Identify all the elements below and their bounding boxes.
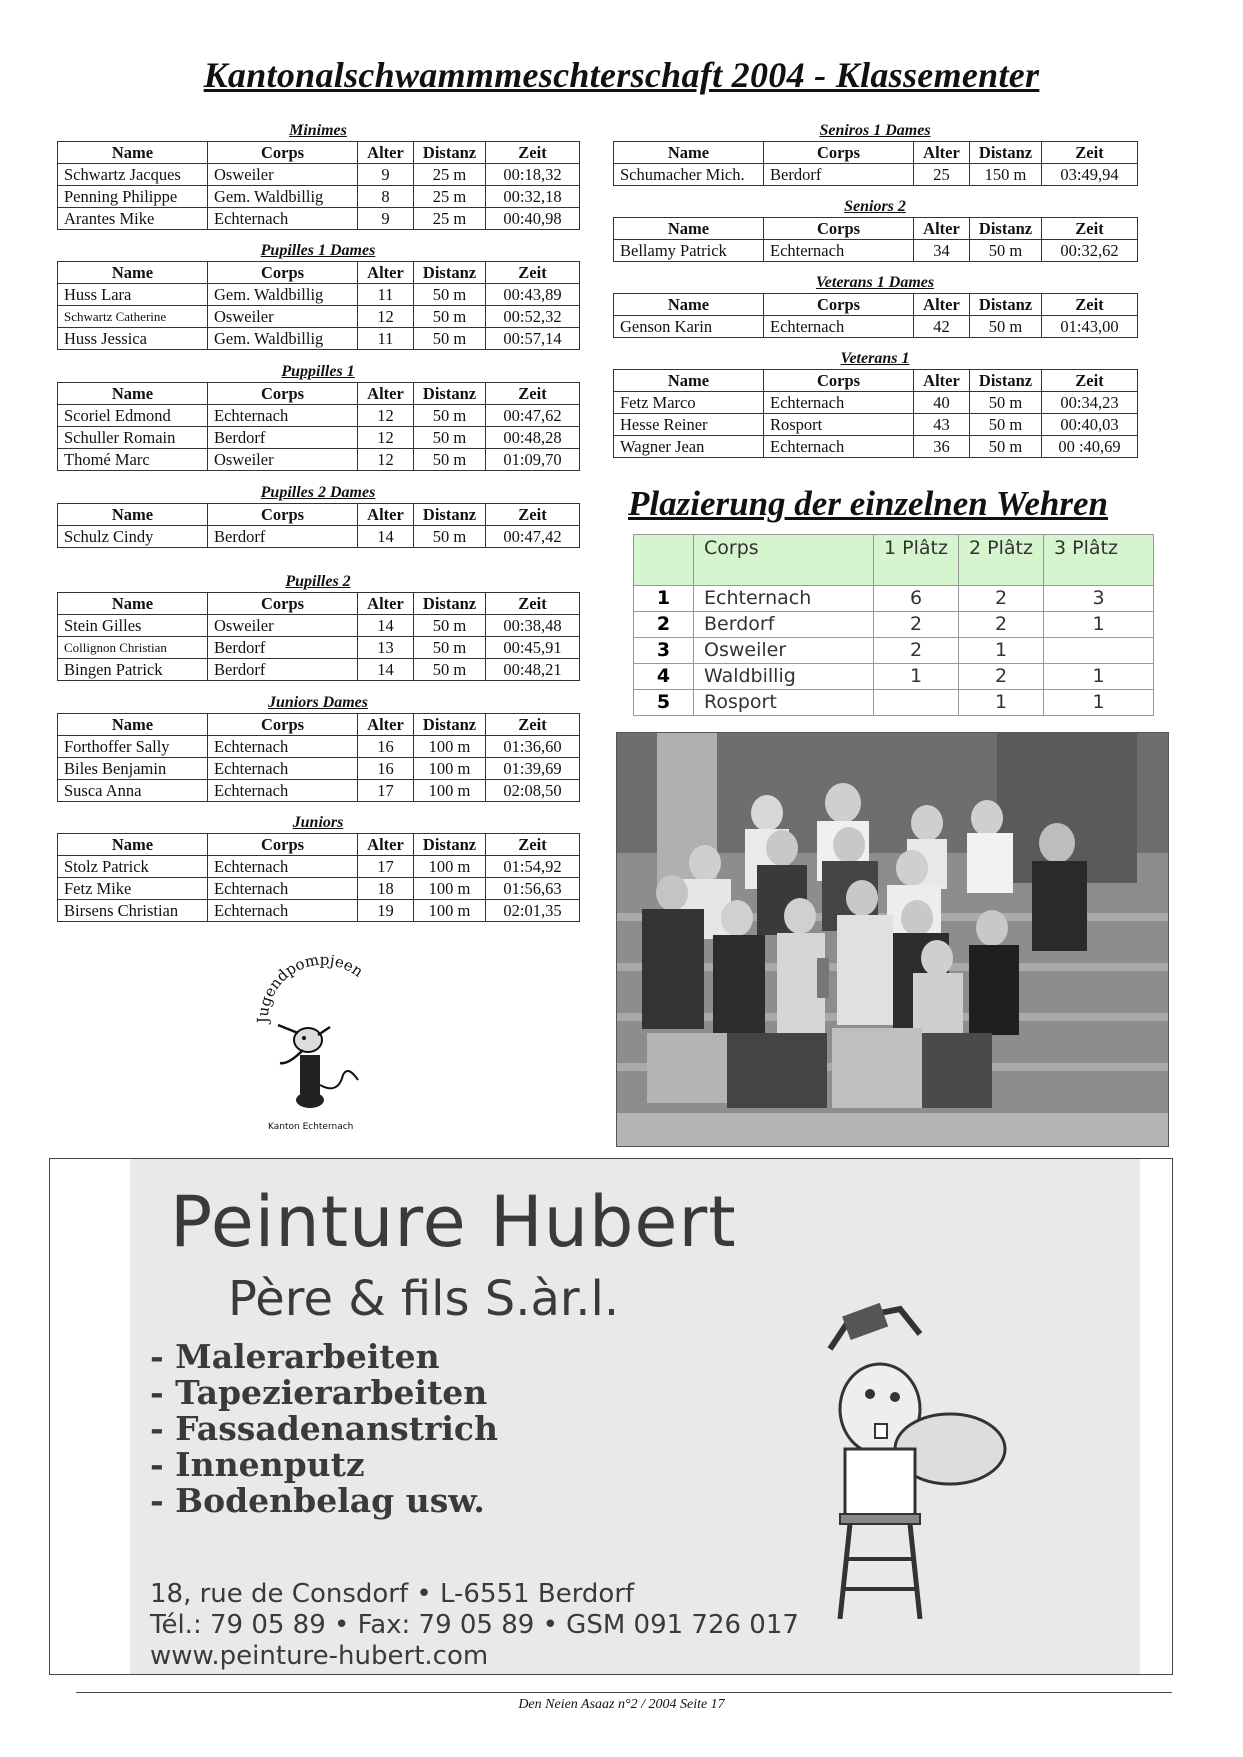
time-cell: 00:40,03 <box>1042 414 1138 436</box>
placement-table <box>633 534 1154 716</box>
column-header-corps: Corps <box>764 294 914 316</box>
results-table <box>57 141 580 230</box>
age-cell: 8 <box>358 186 414 208</box>
rank-cell: 4 <box>634 664 694 690</box>
age-cell: 12 <box>358 449 414 471</box>
column-header-zeit: Zeit <box>486 834 580 856</box>
distance-cell: 150 m <box>970 164 1042 186</box>
table-row <box>614 392 1138 414</box>
age-cell: 17 <box>358 856 414 878</box>
athlete-name: Scoriel Edmond <box>58 405 208 427</box>
athlete-name: Schumacher Mich. <box>614 164 764 186</box>
athlete-name: Huss Lara <box>58 284 208 306</box>
second-places-cell: 1 <box>959 690 1044 716</box>
table-row <box>58 900 580 922</box>
placement-title: Plazierung der einzelnen Wehren <box>628 484 1109 523</box>
first-places-cell <box>874 690 959 716</box>
page-footer: Den Neien Asaaz n°2 / 2004 Seite 17 <box>518 1697 725 1712</box>
third-places-cell: 1 <box>1044 612 1154 638</box>
results-table <box>613 293 1138 338</box>
time-cell: 03:49,94 <box>1042 164 1138 186</box>
distance-cell: 50 m <box>970 240 1042 262</box>
second-places-cell: 2 <box>959 612 1044 638</box>
distance-cell: 50 m <box>414 328 486 350</box>
corps-cell: Berdorf <box>764 164 914 186</box>
ad-address: 18, rue de Consdorf • L-6551 Berdorf <box>150 1579 635 1609</box>
rank-cell: 3 <box>634 638 694 664</box>
distance-cell: 100 m <box>414 780 486 802</box>
placement-row <box>634 664 1154 690</box>
time-cell: 01:56,63 <box>486 878 580 900</box>
table-row <box>58 284 580 306</box>
time-cell: 00:47,42 <box>486 526 580 548</box>
athlete-name: Biles Benjamin <box>58 758 208 780</box>
column-header-name: Name <box>614 218 764 240</box>
athlete-name: Fetz Marco <box>614 392 764 414</box>
third-places-cell: 1 <box>1044 690 1154 716</box>
column-header-alter: Alter <box>358 262 414 284</box>
ad-services-list <box>150 1339 498 1519</box>
column-header-zeit: Zeit <box>486 504 580 526</box>
athlete-name: Hesse Reiner <box>614 414 764 436</box>
column-header-alter: Alter <box>358 504 414 526</box>
table-row <box>614 240 1138 262</box>
column-header-distanz: Distanz <box>414 714 486 736</box>
corps-cell: Echternach <box>208 758 358 780</box>
distance-cell: 25 m <box>414 208 486 230</box>
table-row <box>58 405 580 427</box>
ad-contact <box>150 1579 799 1672</box>
distance-cell: 50 m <box>414 284 486 306</box>
table-row <box>58 615 580 637</box>
ad-service-item: - Innenputz <box>150 1445 365 1484</box>
column-header-zeit: Zeit <box>486 142 580 164</box>
time-cell: 00:48,21 <box>486 659 580 681</box>
group-photo <box>616 732 1169 1147</box>
athlete-name: Schuller Romain <box>58 427 208 449</box>
corps-cell: Berdorf <box>208 427 358 449</box>
results-table <box>613 217 1138 262</box>
corps-cell: Echternach <box>208 780 358 802</box>
corps-cell: Echternach <box>764 240 914 262</box>
time-cell: 02:08,50 <box>486 780 580 802</box>
column-header-name: Name <box>58 593 208 615</box>
category-title: Seniros 1 Dames <box>819 122 931 139</box>
athlete-name: Thomé Marc <box>58 449 208 471</box>
corps-cell: Osweiler <box>208 164 358 186</box>
column-header-distanz: Distanz <box>414 504 486 526</box>
corps-cell: Berdorf <box>208 659 358 681</box>
athlete-name: Bingen Patrick <box>58 659 208 681</box>
column-header-distanz: Distanz <box>970 142 1042 164</box>
results-table <box>57 713 580 802</box>
results-table <box>613 369 1138 458</box>
column-header-name: Name <box>58 504 208 526</box>
corps-cell: Berdorf <box>208 637 358 659</box>
page-title: Kantonalschwammmeschterschaft 2004 - Klassementer <box>203 55 1040 95</box>
placement-header <box>634 535 694 586</box>
corps-cell: Echternach <box>208 208 358 230</box>
table-row <box>58 427 580 449</box>
corps-cell: Osweiler <box>208 306 358 328</box>
time-cell: 00:34,23 <box>1042 392 1138 414</box>
column-header-distanz: Distanz <box>970 294 1042 316</box>
painter-beaver-illustration <box>750 1289 1050 1619</box>
column-header-corps: Corps <box>208 142 358 164</box>
time-cell: 00:47,62 <box>486 405 580 427</box>
time-cell: 00:32,18 <box>486 186 580 208</box>
first-places-cell: 1 <box>874 664 959 690</box>
time-cell: 01:39,69 <box>486 758 580 780</box>
corps-cell: Berdorf <box>694 612 874 638</box>
rank-cell: 5 <box>634 690 694 716</box>
placement-row <box>634 612 1154 638</box>
corps-cell: Echternach <box>208 856 358 878</box>
table-row <box>58 208 580 230</box>
age-cell: 18 <box>358 878 414 900</box>
placement-row <box>634 690 1154 716</box>
time-cell: 00:45,91 <box>486 637 580 659</box>
column-header-corps: Corps <box>764 370 914 392</box>
column-header-alter: Alter <box>358 593 414 615</box>
footer-rule <box>76 1692 1172 1693</box>
time-cell: 00:40,98 <box>486 208 580 230</box>
column-header-alter: Alter <box>358 383 414 405</box>
time-cell: 01:36,60 <box>486 736 580 758</box>
category-title: Veterans 1 <box>840 350 910 367</box>
column-header-name: Name <box>58 714 208 736</box>
table-row <box>58 659 580 681</box>
age-cell: 14 <box>358 659 414 681</box>
age-cell: 40 <box>914 392 970 414</box>
corps-cell: Echternach <box>764 392 914 414</box>
results-table <box>613 141 1138 186</box>
placement-header: Corps <box>694 535 874 586</box>
ad-website: www.peinture-hubert.com <box>150 1641 489 1671</box>
ad-subtitle: Père & fils S.àr.l. <box>228 1271 620 1327</box>
corps-cell: Waldbillig <box>694 664 874 690</box>
table-row <box>58 449 580 471</box>
athlete-name: Arantes Mike <box>58 208 208 230</box>
category-title: Juniors Dames <box>267 694 369 711</box>
athlete-name: Bellamy Patrick <box>614 240 764 262</box>
jugendpompjeen-logo-drawing <box>238 955 398 1135</box>
time-cell: 00:32,62 <box>1042 240 1138 262</box>
column-header-zeit: Zeit <box>486 593 580 615</box>
distance-cell: 25 m <box>414 164 486 186</box>
ad-phone: Tél.: 79 05 89 • Fax: 79 05 89 • GSM 091 726 017 <box>150 1610 799 1640</box>
third-places-cell: 1 <box>1044 664 1154 690</box>
rank-cell: 1 <box>634 586 694 612</box>
distance-cell: 100 m <box>414 856 486 878</box>
column-header-alter: Alter <box>914 294 970 316</box>
category-title: Pupilles 1 Dames <box>260 242 376 259</box>
time-cell: 01:09,70 <box>486 449 580 471</box>
column-header-distanz: Distanz <box>414 834 486 856</box>
ad-company-name: Peinture Hubert <box>170 1181 737 1263</box>
age-cell: 16 <box>358 758 414 780</box>
first-places-cell: 6 <box>874 586 959 612</box>
time-cell: 00:48,28 <box>486 427 580 449</box>
group-photo-image <box>617 733 1168 1146</box>
athlete-name: Susca Anna <box>58 780 208 802</box>
column-header-distanz: Distanz <box>414 142 486 164</box>
placement-header: 1 Plâtz <box>874 535 959 586</box>
athlete-name: Huss Jessica <box>58 328 208 350</box>
table-row <box>58 780 580 802</box>
category-title: Pupilles 2 Dames <box>260 484 376 501</box>
age-cell: 34 <box>914 240 970 262</box>
column-header-distanz: Distanz <box>414 593 486 615</box>
corps-cell: Echternach <box>208 878 358 900</box>
ad-service-item: - Malerarbeiten <box>150 1337 440 1376</box>
table-row <box>58 878 580 900</box>
age-cell: 14 <box>358 526 414 548</box>
distance-cell: 100 m <box>414 736 486 758</box>
age-cell: 14 <box>358 615 414 637</box>
table-row <box>58 758 580 780</box>
age-cell: 17 <box>358 780 414 802</box>
age-cell: 43 <box>914 414 970 436</box>
rank-cell: 2 <box>634 612 694 638</box>
second-places-cell: 2 <box>959 664 1044 690</box>
placement-header: 3 Plâtz <box>1044 535 1154 586</box>
second-places-cell: 2 <box>959 586 1044 612</box>
corps-cell: Rosport <box>694 690 874 716</box>
corps-cell: Echternach <box>764 316 914 338</box>
column-header-name: Name <box>58 142 208 164</box>
age-cell: 19 <box>358 900 414 922</box>
distance-cell: 100 m <box>414 900 486 922</box>
distance-cell: 50 m <box>414 659 486 681</box>
column-header-distanz: Distanz <box>970 370 1042 392</box>
column-header-zeit: Zeit <box>1042 370 1138 392</box>
results-table <box>57 592 580 681</box>
table-row <box>58 164 580 186</box>
age-cell: 11 <box>358 284 414 306</box>
distance-cell: 50 m <box>414 427 486 449</box>
distance-cell: 50 m <box>414 306 486 328</box>
category-title: Pupilles 2 <box>285 573 351 590</box>
time-cell: 00:18,32 <box>486 164 580 186</box>
age-cell: 25 <box>914 164 970 186</box>
corps-cell: Osweiler <box>694 638 874 664</box>
column-header-zeit: Zeit <box>486 714 580 736</box>
time-cell: 00:38,48 <box>486 615 580 637</box>
age-cell: 16 <box>358 736 414 758</box>
age-cell: 11 <box>358 328 414 350</box>
corps-cell: Rosport <box>764 414 914 436</box>
corps-cell: Gem. Waldbillig <box>208 328 358 350</box>
time-cell: 00:52,32 <box>486 306 580 328</box>
corps-cell: Berdorf <box>208 526 358 548</box>
corps-cell: Echternach <box>208 405 358 427</box>
column-header-distanz: Distanz <box>970 218 1042 240</box>
age-cell: 12 <box>358 306 414 328</box>
table-row <box>58 328 580 350</box>
time-cell: 01:43,00 <box>1042 316 1138 338</box>
table-row <box>614 414 1138 436</box>
table-row <box>58 637 580 659</box>
column-header-zeit: Zeit <box>1042 294 1138 316</box>
corps-cell: Osweiler <box>208 615 358 637</box>
ad-service-item: - Fassadenanstrich <box>150 1409 498 1448</box>
column-header-corps: Corps <box>208 593 358 615</box>
athlete-name: Genson Karin <box>614 316 764 338</box>
jugendpompjeen-logo <box>238 955 398 1135</box>
column-header-alter: Alter <box>358 714 414 736</box>
time-cell: 00:57,14 <box>486 328 580 350</box>
time-cell: 00:43,89 <box>486 284 580 306</box>
time-cell: 01:54,92 <box>486 856 580 878</box>
corps-cell: Echternach <box>694 586 874 612</box>
column-header-alter: Alter <box>914 142 970 164</box>
athlete-name: Schwartz Catherine <box>58 306 208 328</box>
athlete-name: Wagner Jean <box>614 436 764 458</box>
age-cell: 36 <box>914 436 970 458</box>
category-title: Puppilles 1 <box>281 363 355 380</box>
column-header-zeit: Zeit <box>486 383 580 405</box>
corps-cell: Echternach <box>208 900 358 922</box>
distance-cell: 50 m <box>414 615 486 637</box>
logo-arc-text: Jugendpompjeen <box>253 955 367 1024</box>
table-row <box>614 164 1138 186</box>
results-table <box>57 261 580 350</box>
athlete-name: Forthoffer Sally <box>58 736 208 758</box>
distance-cell: 50 m <box>414 637 486 659</box>
results-table <box>57 503 580 548</box>
column-header-name: Name <box>58 834 208 856</box>
third-places-cell <box>1044 638 1154 664</box>
column-header-corps: Corps <box>764 142 914 164</box>
corps-cell: Echternach <box>764 436 914 458</box>
table-row <box>58 526 580 548</box>
age-cell: 12 <box>358 405 414 427</box>
athlete-name: Stein Gilles <box>58 615 208 637</box>
ad-service-item: - Tapezierarbeiten <box>150 1373 488 1412</box>
results-table <box>57 833 580 922</box>
first-places-cell: 2 <box>874 638 959 664</box>
column-header-alter: Alter <box>914 218 970 240</box>
age-cell: 9 <box>358 208 414 230</box>
column-header-corps: Corps <box>208 504 358 526</box>
column-header-distanz: Distanz <box>414 383 486 405</box>
distance-cell: 50 m <box>414 449 486 471</box>
logo-caption: Kanton Echternach <box>268 1122 354 1132</box>
column-header-name: Name <box>58 383 208 405</box>
column-header-zeit: Zeit <box>1042 142 1138 164</box>
placement-header: 2 Plâtz <box>959 535 1044 586</box>
table-row <box>614 436 1138 458</box>
athlete-name: Schwartz Jacques <box>58 164 208 186</box>
column-header-corps: Corps <box>208 262 358 284</box>
ad-service-item: - Bodenbelag usw. <box>150 1481 485 1520</box>
athlete-name: Birsens Christian <box>58 900 208 922</box>
athlete-name: Stolz Patrick <box>58 856 208 878</box>
distance-cell: 50 m <box>970 316 1042 338</box>
age-cell: 42 <box>914 316 970 338</box>
table-row <box>58 306 580 328</box>
category-title: Juniors <box>292 814 344 831</box>
table-row <box>58 186 580 208</box>
distance-cell: 50 m <box>970 414 1042 436</box>
distance-cell: 25 m <box>414 186 486 208</box>
category-title: Seniors 2 <box>844 198 906 215</box>
age-cell: 9 <box>358 164 414 186</box>
distance-cell: 100 m <box>414 878 486 900</box>
table-row <box>58 736 580 758</box>
distance-cell: 50 m <box>414 405 486 427</box>
column-header-corps: Corps <box>208 383 358 405</box>
age-cell: 13 <box>358 637 414 659</box>
column-header-name: Name <box>614 142 764 164</box>
second-places-cell: 1 <box>959 638 1044 664</box>
athlete-name: Collignon Christian <box>58 637 208 659</box>
corps-cell: Echternach <box>208 736 358 758</box>
distance-cell: 100 m <box>414 758 486 780</box>
peinture-hubert-ad <box>49 1158 1173 1675</box>
age-cell: 12 <box>358 427 414 449</box>
corps-cell: Osweiler <box>208 449 358 471</box>
column-header-alter: Alter <box>358 834 414 856</box>
athlete-name: Schulz Cindy <box>58 526 208 548</box>
column-header-zeit: Zeit <box>1042 218 1138 240</box>
placement-row <box>634 586 1154 612</box>
column-header-zeit: Zeit <box>486 262 580 284</box>
time-cell: 00 :40,69 <box>1042 436 1138 458</box>
distance-cell: 50 m <box>414 526 486 548</box>
column-header-alter: Alter <box>914 370 970 392</box>
table-row <box>614 316 1138 338</box>
column-header-name: Name <box>614 294 764 316</box>
column-header-name: Name <box>614 370 764 392</box>
column-header-corps: Corps <box>764 218 914 240</box>
distance-cell: 50 m <box>970 436 1042 458</box>
category-title: Minimes <box>289 122 347 139</box>
category-title: Veterans 1 Dames <box>815 274 935 291</box>
column-header-distanz: Distanz <box>414 262 486 284</box>
table-row <box>58 856 580 878</box>
column-header-corps: Corps <box>208 834 358 856</box>
time-cell: 02:01,35 <box>486 900 580 922</box>
distance-cell: 50 m <box>970 392 1042 414</box>
placement-row <box>634 638 1154 664</box>
corps-cell: Gem. Waldbillig <box>208 284 358 306</box>
results-table <box>57 382 580 471</box>
athlete-name: Fetz Mike <box>58 878 208 900</box>
column-header-corps: Corps <box>208 714 358 736</box>
athlete-name: Penning Philippe <box>58 186 208 208</box>
corps-cell: Gem. Waldbillig <box>208 186 358 208</box>
first-places-cell: 2 <box>874 612 959 638</box>
column-header-alter: Alter <box>358 142 414 164</box>
third-places-cell: 3 <box>1044 586 1154 612</box>
column-header-name: Name <box>58 262 208 284</box>
